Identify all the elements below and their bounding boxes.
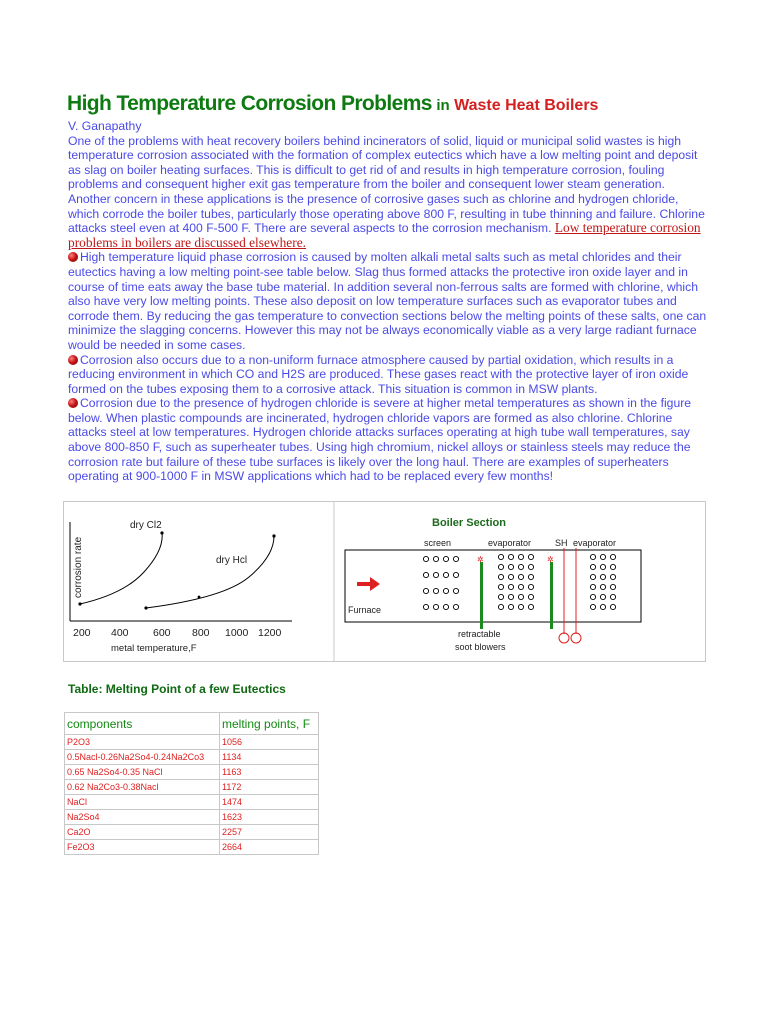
tube-circle bbox=[528, 604, 533, 609]
table-row bbox=[65, 810, 319, 825]
label-retractable: retractable bbox=[458, 629, 501, 639]
tube-circle bbox=[610, 554, 615, 559]
x-tick: 1000 bbox=[225, 627, 249, 639]
melting-point-cell: 2664 bbox=[220, 840, 319, 855]
label-evaporator: evaporator bbox=[488, 538, 532, 548]
x-tick: 200 bbox=[73, 627, 91, 639]
tube-circle bbox=[600, 584, 605, 589]
tube-circle bbox=[508, 554, 513, 559]
tube-circle bbox=[610, 594, 615, 599]
boiler-title: Boiler Section bbox=[432, 517, 506, 529]
curve-point bbox=[78, 602, 81, 605]
component-cell: NaCl bbox=[65, 795, 220, 810]
curve-dry-hcl bbox=[146, 536, 274, 608]
tube-circle bbox=[590, 594, 595, 599]
tube-circle bbox=[600, 564, 605, 569]
label-screen: screen bbox=[424, 538, 452, 548]
table-row bbox=[65, 765, 319, 780]
table-row bbox=[65, 840, 319, 855]
corrosion-graph bbox=[70, 520, 292, 654]
tube-circle bbox=[610, 584, 615, 589]
tube-circle bbox=[590, 574, 595, 579]
component-cell: 0.62 Na2Co3-0.38Nacl bbox=[65, 780, 220, 795]
bullet-icon bbox=[68, 398, 78, 408]
table-row bbox=[65, 825, 319, 840]
melting-point-cell: 1163 bbox=[220, 765, 319, 780]
tube-circle bbox=[433, 572, 438, 577]
paragraph-1-text: High temperature liquid phase corrosion is caused by molten alkali metal salts such as metal chlorides and their eutectics having a low melting point-see table below. Slag thus formed attacks the protective iron oxide layer and in course of time eats away the base tube material. In addition several non-ferrous salts are formed with chlorine, which also have very low melting points. These also deposit on low temperature surfaces such as evaporator tubes and corrode them. By reducing the gas temperature to convection sections below the melting points of these salts, one can minimize the slagging concerns. However this may not be always economically viable as a very large radiant furnace would be needed in some cases. bbox=[68, 250, 707, 352]
tube-circle bbox=[433, 556, 438, 561]
header-circle bbox=[559, 633, 569, 643]
tube-circle bbox=[508, 584, 513, 589]
table-row bbox=[65, 780, 319, 795]
tube-circle bbox=[433, 604, 438, 609]
curve-label-hcl: dry Hcl bbox=[216, 555, 248, 566]
component-cell: 0.5Nacl-0.26Na2So4-0.24Na2Co3 bbox=[65, 750, 220, 765]
tube-circle bbox=[590, 564, 595, 569]
tube-circle bbox=[528, 584, 533, 589]
soot-blower-2 bbox=[550, 562, 553, 629]
tube-circle bbox=[610, 604, 615, 609]
tube-circle bbox=[508, 574, 513, 579]
x-tick: 600 bbox=[153, 627, 171, 639]
intro-paragraph bbox=[68, 134, 708, 251]
curve-point bbox=[144, 606, 147, 609]
boiler-section-diagram bbox=[345, 517, 641, 652]
tube-circle bbox=[443, 572, 448, 577]
melting-point-cell: 1056 bbox=[220, 735, 319, 750]
gas-flow-arrow-icon bbox=[357, 577, 380, 591]
tube-circle bbox=[518, 564, 523, 569]
tube-circle bbox=[453, 556, 458, 561]
tube-circle bbox=[443, 588, 448, 593]
x-tick: 1200 bbox=[258, 627, 282, 639]
component-cell: Ca2O bbox=[65, 825, 220, 840]
tube-circle bbox=[453, 572, 458, 577]
bullet-icon bbox=[68, 252, 78, 262]
tube-circle bbox=[528, 594, 533, 599]
tube-circle bbox=[600, 594, 605, 599]
component-cell: P2O3 bbox=[65, 735, 220, 750]
tube-circle bbox=[498, 604, 503, 609]
curve-label-cl2: dry Cl2 bbox=[130, 520, 162, 531]
low-temp-corrosion-link[interactable]: Low temperature corrosion problems in boilers are discussed elsewhere. bbox=[68, 220, 701, 250]
curve-dry-cl2 bbox=[80, 533, 162, 604]
label-soot-blowers: soot blowers bbox=[455, 642, 506, 652]
tube-circle bbox=[518, 584, 523, 589]
tube-circle bbox=[518, 574, 523, 579]
melting-point-cell: 1623 bbox=[220, 810, 319, 825]
tube-banks bbox=[423, 554, 615, 609]
soot-blower-1 bbox=[480, 562, 483, 629]
page-title bbox=[67, 92, 598, 116]
tube-circle bbox=[508, 564, 513, 569]
tube-circle bbox=[518, 554, 523, 559]
tube-circle bbox=[423, 588, 428, 593]
header-circle bbox=[571, 633, 581, 643]
component-cell: Na2So4 bbox=[65, 810, 220, 825]
tube-circle bbox=[528, 574, 533, 579]
table-caption: Table: Melting Point of a few Eutectics bbox=[68, 682, 286, 696]
table-row bbox=[65, 735, 319, 750]
label-furnace: Furnace bbox=[348, 605, 382, 615]
tube-circle bbox=[600, 604, 605, 609]
eutectics-table bbox=[64, 712, 319, 855]
component-cell: 0.65 Na2So4-0.35 NaCl bbox=[65, 765, 220, 780]
melting-point-cell: 1474 bbox=[220, 795, 319, 810]
tube-circle bbox=[508, 594, 513, 599]
graph-xlabel: metal temperature,F bbox=[111, 643, 197, 654]
title-main: High Temperature Corrosion Problems bbox=[67, 92, 432, 115]
label-sh: SH bbox=[555, 538, 568, 548]
table-header-row bbox=[65, 713, 319, 735]
tube-circle bbox=[528, 564, 533, 569]
tube-circle bbox=[443, 604, 448, 609]
label-evaporator-2: evaporator bbox=[573, 538, 617, 548]
tube-circle bbox=[498, 594, 503, 599]
tube-circle bbox=[528, 554, 533, 559]
tube-circle bbox=[590, 604, 595, 609]
bullet-icon bbox=[68, 355, 78, 365]
paragraph-2-text: Corrosion also occurs due to a non-uniform furnace atmosphere caused by partial oxidation, which results in a reducing environment in which CO and H2S are produced. These gases react with the protective layer of iron oxide formed on the tubes exposing them to a corrosive attack. This situation is common in MSW plants. bbox=[68, 352, 689, 396]
paragraph-3 bbox=[68, 396, 708, 484]
curve-point bbox=[272, 534, 275, 537]
tube-circle bbox=[600, 574, 605, 579]
title-connector: in bbox=[436, 97, 450, 114]
figure-svg bbox=[64, 502, 705, 661]
x-tick: 400 bbox=[111, 627, 129, 639]
graph-ylabel: corrosion rate bbox=[73, 536, 84, 598]
melting-point-cell: 2257 bbox=[220, 825, 319, 840]
figure-box bbox=[63, 501, 706, 662]
tube-circle bbox=[590, 584, 595, 589]
table-row bbox=[65, 795, 319, 810]
tube-circle bbox=[443, 556, 448, 561]
curve-point bbox=[160, 531, 163, 534]
component-cell: Fe2O3 bbox=[65, 840, 220, 855]
paragraph-1 bbox=[68, 250, 708, 352]
intro-text: One of the problems with heat recovery boilers behind incinerators of solid, liquid or municipal solid wastes is high temperature corrosion associated with the formation of complex eutectics which have a low melting point and deposit as slag on boiler heating surfaces. This is difficult to get rid of and results in high temperature corrosion, fouling problems and consequent higher exit gas temperature from the boiler and consequent lower steam generation. Another concern in these applications is the presence of corrosive gases such as chlorine and hydrogen chloride, which corrode the boiler tubes, particularly those operating above 800 F, resulting in tube thinning and failure. Chlorine attacks steel even at 400 F-500 F. There are several aspects to the corrosion mechanism. bbox=[68, 133, 705, 236]
table-row bbox=[65, 750, 319, 765]
tube-circle bbox=[610, 564, 615, 569]
tube-circle bbox=[453, 588, 458, 593]
article-body bbox=[68, 119, 708, 484]
tube-circle bbox=[498, 574, 503, 579]
tube-circle bbox=[518, 594, 523, 599]
tube-circle bbox=[590, 554, 595, 559]
curve-point bbox=[198, 596, 201, 599]
column-header-melting-points: melting points, F bbox=[220, 713, 319, 735]
tube-circle bbox=[498, 584, 503, 589]
tube-circle bbox=[498, 554, 503, 559]
title-sub: Waste Heat Boilers bbox=[454, 97, 599, 114]
tube-circle bbox=[610, 574, 615, 579]
melting-point-cell: 1134 bbox=[220, 750, 319, 765]
tube-circle bbox=[600, 554, 605, 559]
tube-circle bbox=[453, 604, 458, 609]
boiler-outline bbox=[345, 550, 641, 622]
tube-circle bbox=[498, 564, 503, 569]
spray-icon: ✲ bbox=[547, 555, 554, 564]
tube-circle bbox=[433, 588, 438, 593]
paragraph-2 bbox=[68, 353, 708, 397]
column-header-components: components bbox=[65, 713, 220, 735]
tube-circle bbox=[423, 604, 428, 609]
x-tick: 800 bbox=[192, 627, 210, 639]
tube-circle bbox=[508, 604, 513, 609]
tube-circle bbox=[423, 572, 428, 577]
melting-point-cell: 1172 bbox=[220, 780, 319, 795]
paragraph-3-text: Corrosion due to the presence of hydrogen chloride is severe at higher metal temperatures as shown in the figure below. When plastic compounds are incinerated, hydrogen chloride vapors are formed as also chlorine. Chlorine attacks steel at low temperatures. Hydrogen chloride attacks surfaces operating at high tube wall temperatures, say above 800-850 F, such as superheater tubes. Using high chromium, nickel alloys or stainless steels may reduce the corrosion rate but failure of these tube surfaces is likely over the long haul. There are examples of superheaters operating at 900-1000 F in MSW applications which had to be replaced every few months! bbox=[68, 396, 692, 484]
tube-circle bbox=[423, 556, 428, 561]
author: V. Ganapathy bbox=[68, 119, 142, 133]
spray-icon: ✲ bbox=[477, 555, 484, 564]
tube-circle bbox=[518, 604, 523, 609]
